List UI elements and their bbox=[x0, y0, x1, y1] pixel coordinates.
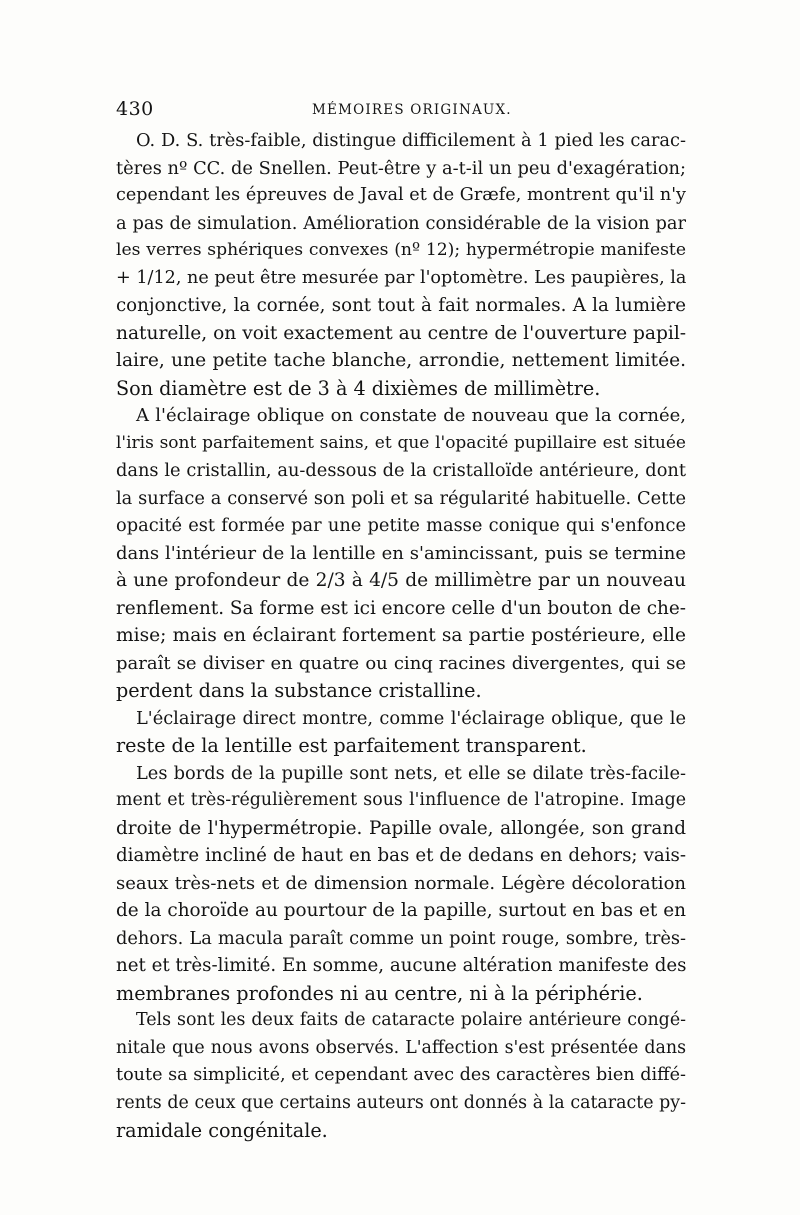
text-line: laire, une petite tache blanche, arrondie, nettement limitée. bbox=[116, 350, 686, 371]
text-line: diamètre incliné de haut en bas et de dedans en dehors; vais- bbox=[116, 845, 686, 866]
text-line: ment et très-régulièrement sous l'influence de l'atropine. Image bbox=[116, 790, 686, 810]
text-line: rents de ceux que certains auteurs ont donnés à la cataracte py- bbox=[116, 1092, 686, 1113]
running-head: MÉMOIRES ORIGINAUX. bbox=[312, 102, 512, 118]
text-line: la surface a conservé son poli et sa régularité habituelle. Cette bbox=[116, 487, 686, 509]
text-line: dehors. La macula paraît comme un point rouge, sombre, très- bbox=[116, 927, 686, 949]
text-line: droite de l'hypermétropie. Papille ovale, allongée, son grand bbox=[116, 817, 686, 839]
paragraph-1 bbox=[116, 127, 686, 402]
text-line: toute sa simplicité, et cependant avec des caractères bien diffé- bbox=[116, 1065, 686, 1085]
text-line: ramidale congénitale. bbox=[116, 1119, 328, 1142]
text-line: L'éclairage direct montre, comme l'éclairage oblique, que le bbox=[136, 707, 686, 729]
text-line: reste de la lentille est parfaitement transparent. bbox=[116, 734, 587, 757]
text-line: opacité est formée par une petite masse conique qui s'enfonce bbox=[116, 515, 686, 536]
text-line: tères nº CC. de Snellen. Peut-être y a-t-il un peu d'exagération; bbox=[116, 157, 686, 179]
text-line: net et très-limité. En somme, aucune altération manifeste des bbox=[116, 955, 686, 976]
page-number: 430 bbox=[116, 98, 154, 120]
paragraph-3 bbox=[116, 705, 686, 760]
text-line: l'iris sont parfaitement sains, et que l'opacité pupillaire est située bbox=[116, 432, 686, 453]
text-line: Son diamètre est de 3 à 4 dixièmes de millimètre. bbox=[116, 376, 601, 400]
text-line: renflement. Sa forme est ici encore celle d'un bouton de che- bbox=[116, 597, 686, 619]
text-line: + 1/12, ne peut être mesurée par l'optomètre. Les paupières, la bbox=[116, 267, 686, 288]
text-line: mise; mais en éclairant fortement sa partie postérieure, elle bbox=[116, 625, 686, 646]
text-line: conjonctive, la cornée, sont tout à fait normales. A la lumière bbox=[116, 295, 686, 316]
body-text bbox=[116, 127, 686, 1145]
text-line: dans l'intérieur de la lentille en s'amincissant, puis se termine bbox=[116, 542, 686, 564]
text-line: à une profondeur de 2/3 à 4/5 de millimètre par un nouveau bbox=[116, 570, 686, 591]
text-line: A l'éclairage oblique on constate de nouveau que la cornée, bbox=[136, 405, 686, 426]
text-line: a pas de simulation. Amélioration considérable de la vision par bbox=[116, 212, 686, 234]
text-line: Tels sont les deux faits de cataracte polaire antérieure congé- bbox=[136, 1010, 686, 1030]
text-line: membranes profondes ni au centre, ni à la périphérie. bbox=[116, 981, 643, 1005]
text-line: Les bords de la pupille sont nets, et elle se dilate très-facile- bbox=[136, 762, 686, 784]
text-line: de la choroïde au pourtour de la papille, surtout en bas et en bbox=[116, 900, 686, 921]
text-line: nitale que nous avons observés. L'affection s'est présentée dans bbox=[116, 1037, 686, 1058]
text-line: les verres sphériques convexes (nº 12); hypermétropie manifeste bbox=[116, 240, 686, 260]
paragraph-4 bbox=[116, 760, 686, 1008]
text-line: seaux très-nets et de dimension normale. Légère décoloration bbox=[116, 872, 686, 894]
text-line: O. D. S. très-faible, distingue difficilement à 1 pied les carac- bbox=[136, 130, 686, 151]
paragraph-2 bbox=[116, 402, 686, 705]
text-line: naturelle, on voit exactement au centre de l'ouverture papil- bbox=[116, 322, 686, 344]
text-line: paraît se diviser en quatre ou cinq racines divergentes, qui se bbox=[116, 652, 686, 674]
text-line: dans le cristallin, au-dessous de la cristalloïde antérieure, dont bbox=[116, 460, 686, 481]
text-line: perdent dans la substance cristalline. bbox=[116, 679, 482, 702]
page-header bbox=[116, 98, 686, 126]
text-line: cependant les épreuves de Javal et de Græfe, montrent qu'il n'y bbox=[116, 185, 686, 205]
paragraph-5 bbox=[116, 1007, 686, 1145]
